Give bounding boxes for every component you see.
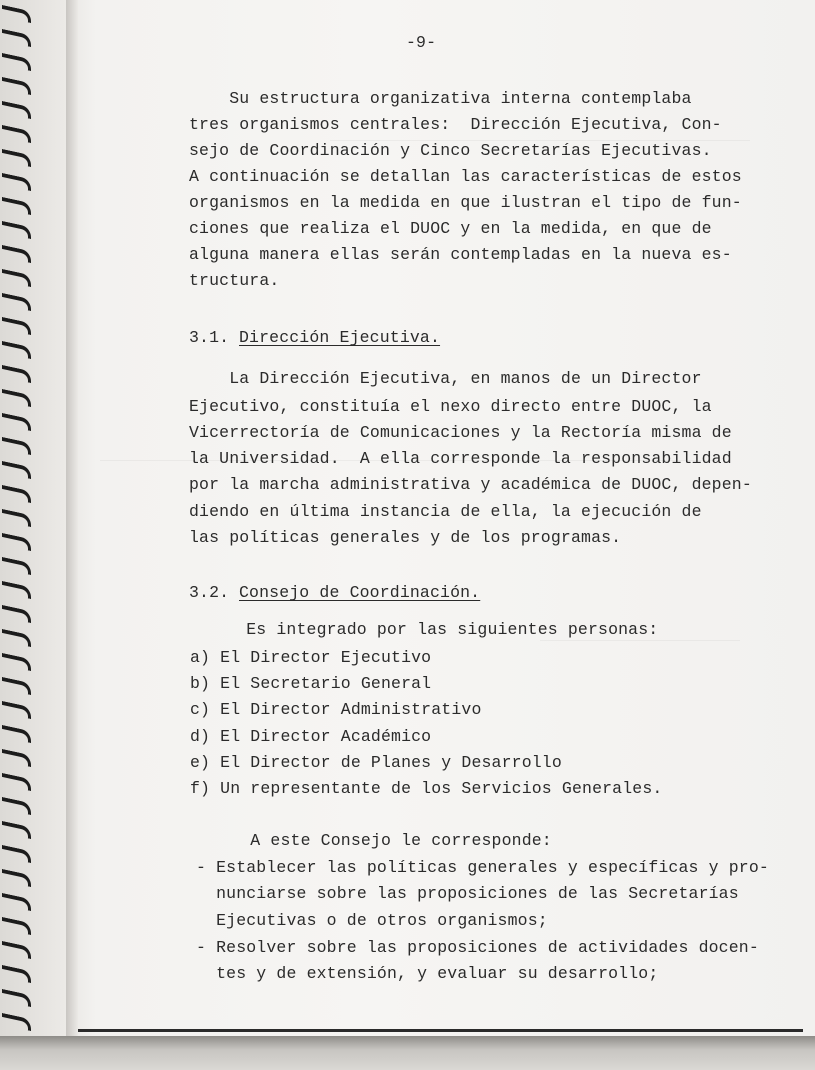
spiral-coil [2,461,31,479]
spiral-coil [2,989,31,1007]
section-body-line: La Dirección Ejecutiva, en manos de un Director [189,369,702,388]
spiral-coil [2,821,31,839]
spiral-coil [2,845,31,863]
spiral-coil [2,101,31,119]
page-edge-shadow [66,0,78,1036]
duty-line: - Resolver sobre las proposiciones de actividades docen- [196,938,759,957]
duty-line: tes y de extensión, y evaluar su desarrollo; [196,964,659,983]
section-number: 3.2. [189,583,230,602]
intro-line: A continuación se detallan las características de estos [189,167,742,186]
spiral-coil [2,413,31,431]
spiral-coil [2,245,31,263]
spiral-binding [0,0,66,1040]
section-heading: Dirección Ejecutiva. [239,328,441,347]
spiral-coil [2,533,31,551]
duty-line: Ejecutivas o de otros organismos; [196,911,548,930]
spiral-coil [2,77,31,95]
spiral-coil [2,173,31,191]
spiral-coil [2,893,31,911]
spiral-coil [2,365,31,383]
member-item: e) El Director de Planes y Desarrollo [190,753,562,772]
section-heading: Consejo de Coordinación. [239,583,481,602]
section-body-line: Vicerrectoría de Comunicaciones y la Rectoría misma de [189,423,732,442]
spiral-coil [2,677,31,695]
intro-line: sejo de Coordinación y Cinco Secretarías Ejecutivas. [189,141,712,160]
spiral-coil [2,221,31,239]
member-item: a) El Director Ejecutivo [190,648,432,667]
spiral-coil [2,269,31,287]
duty-line: nunciarse sobre las proposiciones de las Secretarías [196,884,739,903]
duty-line: - Establecer las políticas generales y específicas y pro- [196,858,769,877]
member-item: d) El Director Académico [190,727,432,746]
intro-line: tres organismos centrales: Dirección Ejecutiva, Con- [189,115,722,134]
page-bottom-rule [78,1029,803,1032]
section-body-line: Ejecutivo, constituía el nexo directo entre DUOC, la [189,397,712,416]
spiral-coil [2,869,31,887]
intro-line: Su estructura organizativa interna contemplaba [189,89,692,108]
section-body-line: por la marcha administrativa y académica de DUOC, depen- [189,475,752,494]
spiral-coil [2,437,31,455]
member-item: c) El Director Administrativo [190,700,482,719]
spiral-coil [2,197,31,215]
spiral-coil [2,653,31,671]
spiral-coil [2,557,31,575]
underlying-pages [0,1036,815,1070]
duties-intro: A este Consejo le corresponde: [190,831,552,850]
spiral-coil [2,749,31,767]
spiral-coil [2,629,31,647]
intro-line: alguna manera ellas serán contempladas en la nueva es- [189,245,732,264]
section-number: 3.1. [189,328,230,347]
section-body-line: las políticas generales y de los programas. [189,528,622,547]
spiral-coil [2,293,31,311]
spiral-coil [2,605,31,623]
member-item: b) El Secretario General [190,674,432,693]
spiral-coil [2,941,31,959]
page-number: -9- [406,33,437,52]
spiral-coil [2,341,31,359]
spiral-coil [2,773,31,791]
spiral-coil [2,965,31,983]
spiral-coil [2,149,31,167]
intro-line: organismos en la medida en que ilustran el tipo de fun- [189,193,742,212]
spiral-coil [2,389,31,407]
spiral-coil [2,29,31,47]
spiral-coil [2,53,31,71]
member-item: f) Un representante de los Servicios Generales. [190,779,663,798]
members-intro: Es integrado por las siguientes personas: [206,620,659,639]
spiral-coil [2,1013,31,1031]
spiral-coil [2,509,31,527]
intro-line: ciones que realiza el DUOC y en la medida, en que de [189,219,712,238]
intro-line: tructura. [189,271,280,290]
spiral-coil [2,701,31,719]
spiral-coil [2,317,31,335]
spiral-coil [2,917,31,935]
spiral-coil [2,485,31,503]
bleed-through-block [540,640,740,881]
spiral-coil [2,125,31,143]
spiral-coil [2,5,31,23]
section-body-line: diendo en última instancia de ella, la ejecución de [189,502,702,521]
spiral-coil [2,725,31,743]
spiral-coil [2,797,31,815]
spiral-coil [2,581,31,599]
section-body-line: la Universidad. A ella corresponde la responsabilidad [189,449,732,468]
